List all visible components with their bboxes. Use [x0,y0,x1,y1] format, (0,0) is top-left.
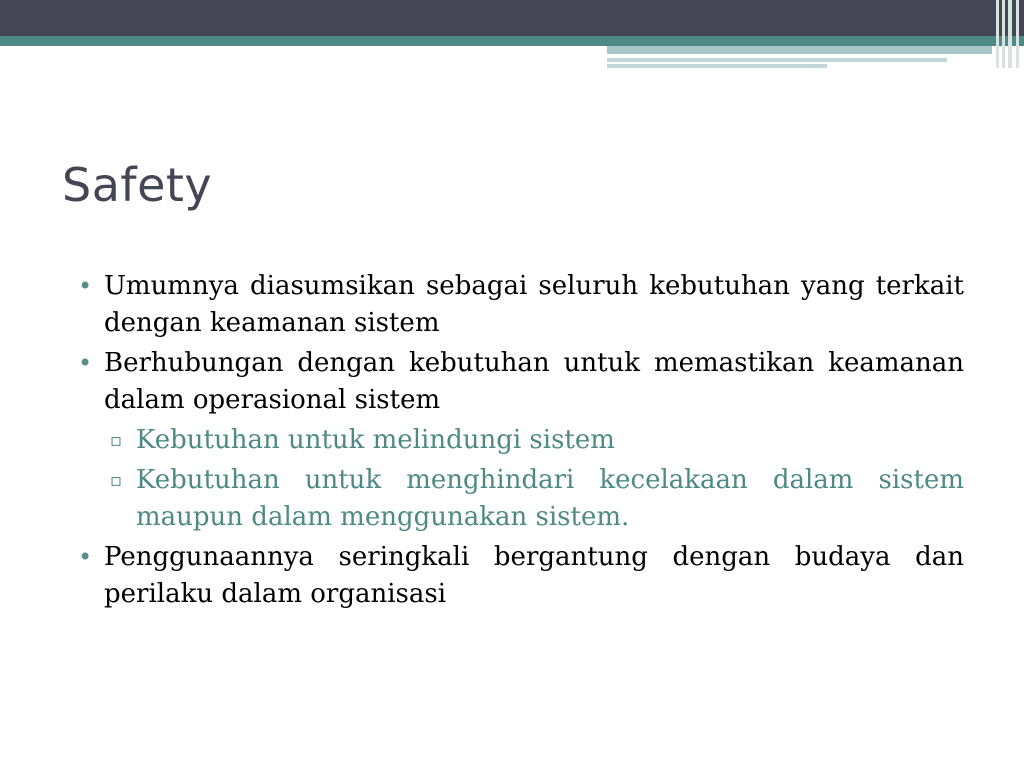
bullet-text: Berhubungan dengan kebutuhan untuk memastikan keamanan dalam operasional sistem [104,348,964,415]
slide-title: Safety [62,158,213,212]
bullet-item [78,345,964,419]
bullet-text: Penggunaannya seringkali bergantung dengan budaya dan perilaku dalam organisasi [104,542,964,609]
sub-bullet-text: Kebutuhan untuk melindungi sistem [136,425,615,455]
bullet-dot: • [78,543,93,571]
bullet-item [78,268,964,342]
sub-bullet-square: ▫ [110,430,123,451]
sub-bullet-square: ▫ [110,470,123,491]
sub-bullet-item [110,422,964,459]
sub-bullet-text: Kebutuhan untuk menghindari kecelakaan dalam sistem maupun dalam menggunakan sistem. [136,465,964,532]
header-accent-bar [607,46,992,54]
header-teal-band [0,36,1024,46]
bullet-item [78,539,964,613]
bullet-text: Umumnya diasumsikan sebagai seluruh kebutuhan yang terkait dengan keamanan sistem [104,271,964,338]
bullet-dot: • [78,272,93,300]
header-dark-band [0,0,1024,36]
header-vertical-stripes [992,0,1024,68]
sub-bullet-item [110,462,964,536]
header-accent-line-short [607,64,827,68]
bullet-dot: • [78,349,93,377]
bullet-list [78,268,964,616]
header-accent-line [607,58,947,62]
